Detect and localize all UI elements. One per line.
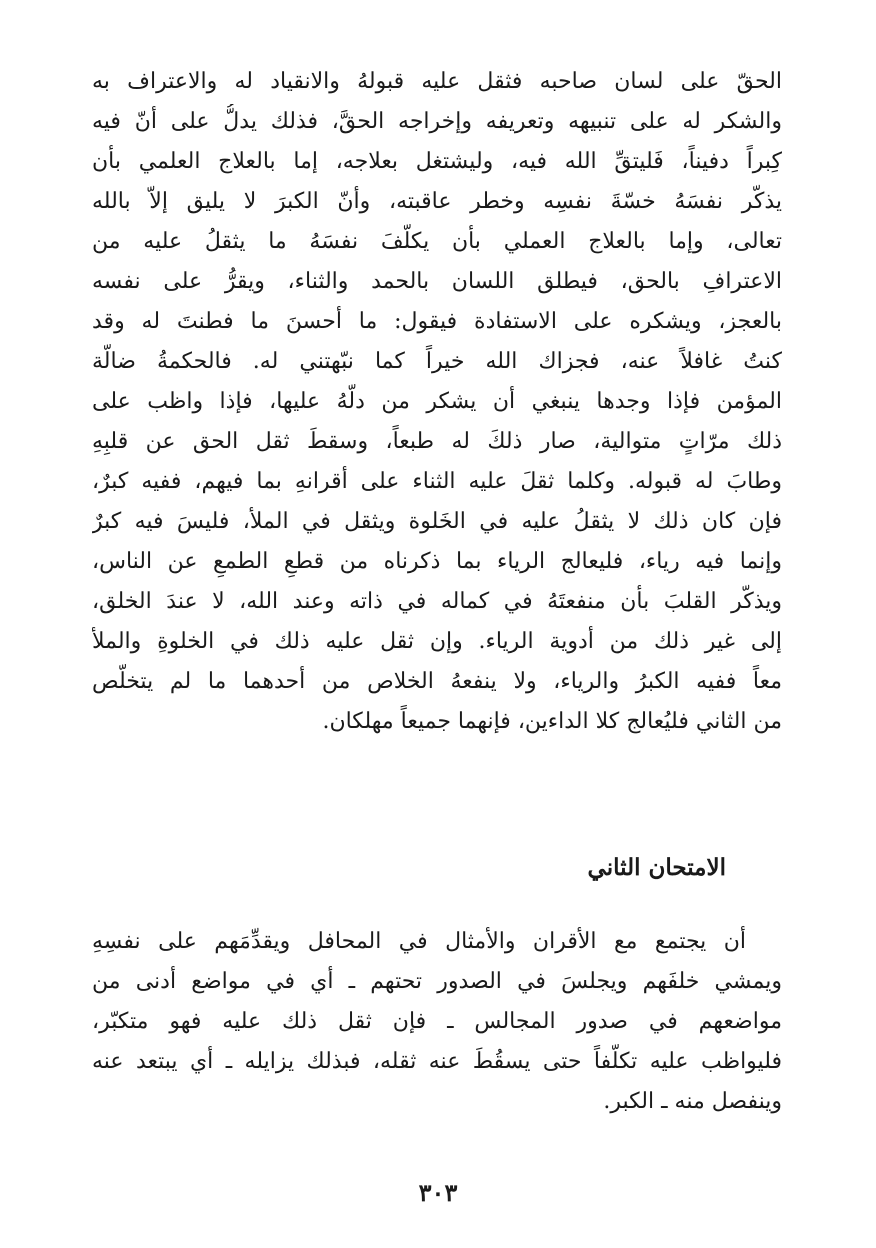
text-line: مواضعهم في صدور المجالس ـ فإن ثقل ذلك عليه فهو متكبّر، [92, 1009, 782, 1034]
text-line: فليواظب عليه تكلّفاً حتى يسقُطَ عنه ثقله، فبذلك يزايله ـ أي يبتعد عنه [92, 1049, 782, 1074]
text-line: أن يجتمع مع الأقران والأمثال في المحافل ويقدِّمَهم على نفسِهِ [92, 929, 746, 954]
text-line: كنتُ غافلاً عنه، فجزاك الله خيراً كما نبّهتني له. فالحكمةُ ضالّة [92, 349, 782, 374]
text-line: الاعترافِ بالحق، فيطلق اللسان بالحمد والثناء، ويقرُّ على نفسه [92, 269, 782, 294]
text-line: الحقّ على لسان صاحبه فثقل عليه قبولهُ والانقياد له والاعتراف به [92, 69, 782, 94]
text-line: وطابَ له قبوله. وكلما ثقلَ عليه الثناء على أقرانهِ بما فيهم، ففيه كبرٌ، [92, 469, 782, 494]
text-line: ذلك مرّاتٍ متوالية، صار ذلكَ له طبعاً، وسقطَ ثقل الحق عن قلبِهِ [92, 429, 782, 454]
text-line: تعالى، وإما بالعلاج العملي بأن يكلّفَ نفسَهُ ما يثقلُ عليه من [92, 229, 782, 254]
text-line: من الثاني فليُعالج كلا الداءين، فإنهما جميعاً مهلكان. [322, 709, 782, 734]
text-line: وإنما فيه رياء، فليعالج الرياء بما ذكرناه من قطعِ الطمعِ عن الناس، [92, 549, 782, 574]
text-line: ويذكّر القلبَ بأن منفعتَهُ في كماله في ذاته وعند الله، لا عندَ الخلق، [92, 589, 782, 614]
section-heading: الامتحان الثاني [587, 854, 726, 881]
text-line: يذكّر نفسَهُ خسّةَ نفسِه وخطر عاقبته، وأنّ الكبرَ لا يليق إلاّ بالله [92, 189, 782, 214]
text-line: فإن كان ذلك لا يثقلُ عليه في الخَلوة ويثقل في الملأ، فليسَ فيه كبرٌ [92, 509, 782, 534]
text-line: ويمشي خلفَهم ويجلسَ في الصدور تحتهم ـ أي في مواضع أدنى من [92, 969, 782, 994]
text-line: والشكر له على تنبيهه وتعريفه وإخراجه الحقَّ، فذلك يدلُّ على أنّ فيه [92, 109, 782, 134]
page-number: ٣٠٣ [418, 1178, 458, 1207]
text-line: كِبراً دفيناً، فَليتقِّ الله فيه، وليشتغل بعلاجه، إما بالعلاج العلمي بأن [92, 149, 782, 174]
text-line: المؤمن فإذا وجدها ينبغي أن يشكر من دلَّهُ عليها، فإذا واظب على [92, 389, 782, 414]
text-line: إلى غير ذلك من أدوية الرياء. وإن ثقل عليه ذلك في الخلوةِ والملأ [92, 629, 782, 654]
text-line: وينفصل منه ـ الكبر. [603, 1089, 782, 1114]
text-line: بالعجز، ويشكره على الاستفادة فيقول: ما أحسنَ ما فطنتَ له وقد [92, 309, 782, 334]
text-line: معاً ففيه الكبرُ والرياء، ولا ينفعهُ الخلاص من أحدهما ما لم يتخلّص [92, 669, 782, 694]
